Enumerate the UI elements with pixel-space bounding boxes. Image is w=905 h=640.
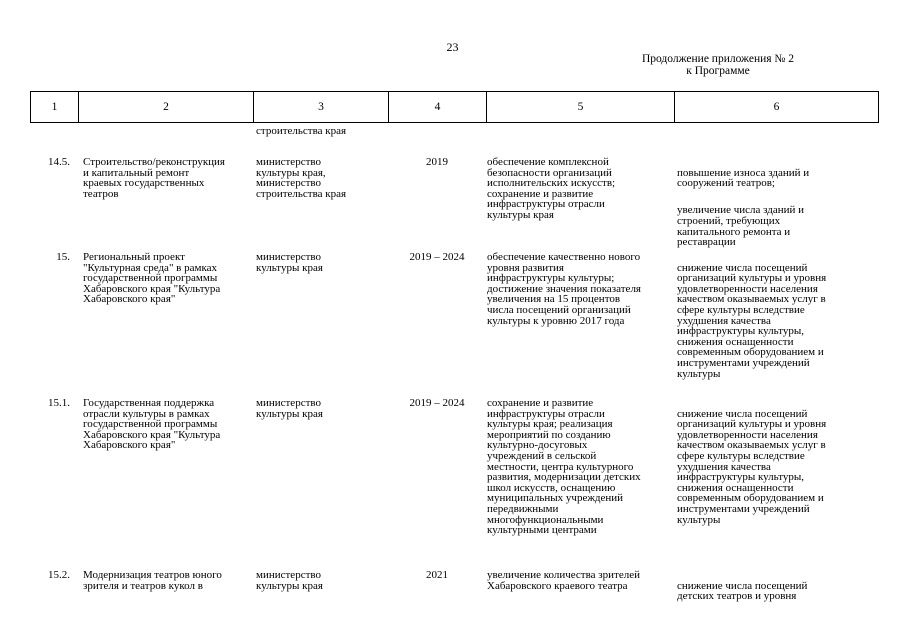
expected-result: обеспечение качественно нового уровня развития инфраструктуры культуры; достижение значения показателя увеличения на 15 процентов числа посещений организаций культуры к уровню 2017 года xyxy=(487,251,641,327)
column-number-header xyxy=(30,91,879,123)
consequence-item: снижение числа посещений организаций культуры и уровня удовлетворенности населения качеством оказываемых услуг в сфере культуры вследствие ухудшения качества инфраструктуры культуры, снижения оснащенности современным оборудованием и инструментами учреждений культуры xyxy=(677,261,827,380)
responsible-executor: министерство культуры края xyxy=(256,569,323,592)
row-number: 15. xyxy=(56,251,70,263)
measure-name: Строительство/реконструкция и капитальный ремонт краевых государственных театров xyxy=(83,156,225,200)
responsible-executor: министерство культуры края, министерство строительства края xyxy=(256,156,347,200)
responsible-executor: министерство культуры края xyxy=(256,251,323,274)
expected-result: обеспечение комплексной безопасности организаций исполнительских искусств; сохранение и развитие инфраструктуры отрасли культуры края xyxy=(487,156,616,221)
consequence-item: увеличение числа зданий и строений, требующих капитального ремонта и реставрации xyxy=(677,204,805,249)
measure-name: Государственная поддержка отрасли культуры в рамках государственной программы Хабаровского края "Культура Хабаровского края" xyxy=(83,397,221,452)
header-col-3: 3 xyxy=(254,92,389,123)
consequences xyxy=(677,252,877,390)
continuation-line-2: к Программе xyxy=(686,65,750,77)
consequences xyxy=(677,157,877,258)
implementation-period: 2019 – 2024 xyxy=(409,397,465,409)
measure-name: Региональный проект "Культурная среда" в рамках государственной программы Хабаровского края "Культура Хабаровского края" xyxy=(83,251,221,306)
carry-over-text: строительства края xyxy=(256,125,347,137)
row-number: 15.2. xyxy=(48,569,70,581)
consequences xyxy=(677,570,877,612)
header-col-5: 5 xyxy=(487,92,675,123)
responsible-executor: министерство культуры края xyxy=(256,397,323,420)
expected-result: увеличение количества зрителей Хабаровского краевого театра xyxy=(487,569,640,592)
consequences xyxy=(677,398,877,536)
implementation-period: 2021 xyxy=(426,569,448,581)
consequence-item: снижение числа посещений организаций культуры и уровня удовлетворенности населения качеством оказываемых услуг в сфере культуры вследствие ухудшения качества инфраструктуры культуры, снижения оснащенности современным оборудованием и инструментами учреждений культуры xyxy=(677,407,827,526)
header-col-2: 2 xyxy=(79,92,254,123)
implementation-period: 2019 – 2024 xyxy=(409,251,465,263)
header-col-6: 6 xyxy=(675,92,879,123)
implementation-period: 2019 xyxy=(426,156,448,168)
header-col-4: 4 xyxy=(389,92,487,123)
page-number: 23 xyxy=(446,40,459,54)
consequence-item: снижение числа посещений детских театров и уровня xyxy=(677,579,808,603)
appendix-continuation-note xyxy=(598,53,838,77)
consequence-item: повышение износа зданий и сооружений театров; xyxy=(677,166,810,190)
row-number: 14.5. xyxy=(48,156,70,168)
expected-result: сохранение и развитие инфраструктуры отрасли культуры края; реализация мероприятий по созданию культурно-досуговых учреждений в сельской местности, центра культурного развития, модернизации детских школ искусств, оснащению муниципальных учреждений передвижными многофункциональными культурными центрами xyxy=(487,397,641,537)
row-number: 15.1. xyxy=(48,397,70,409)
header-col-1: 1 xyxy=(31,92,79,123)
measure-name: Модернизация театров юного зрителя и театров кукол в xyxy=(83,569,222,592)
continuation-line-1: Продолжение приложения № 2 xyxy=(641,53,795,65)
